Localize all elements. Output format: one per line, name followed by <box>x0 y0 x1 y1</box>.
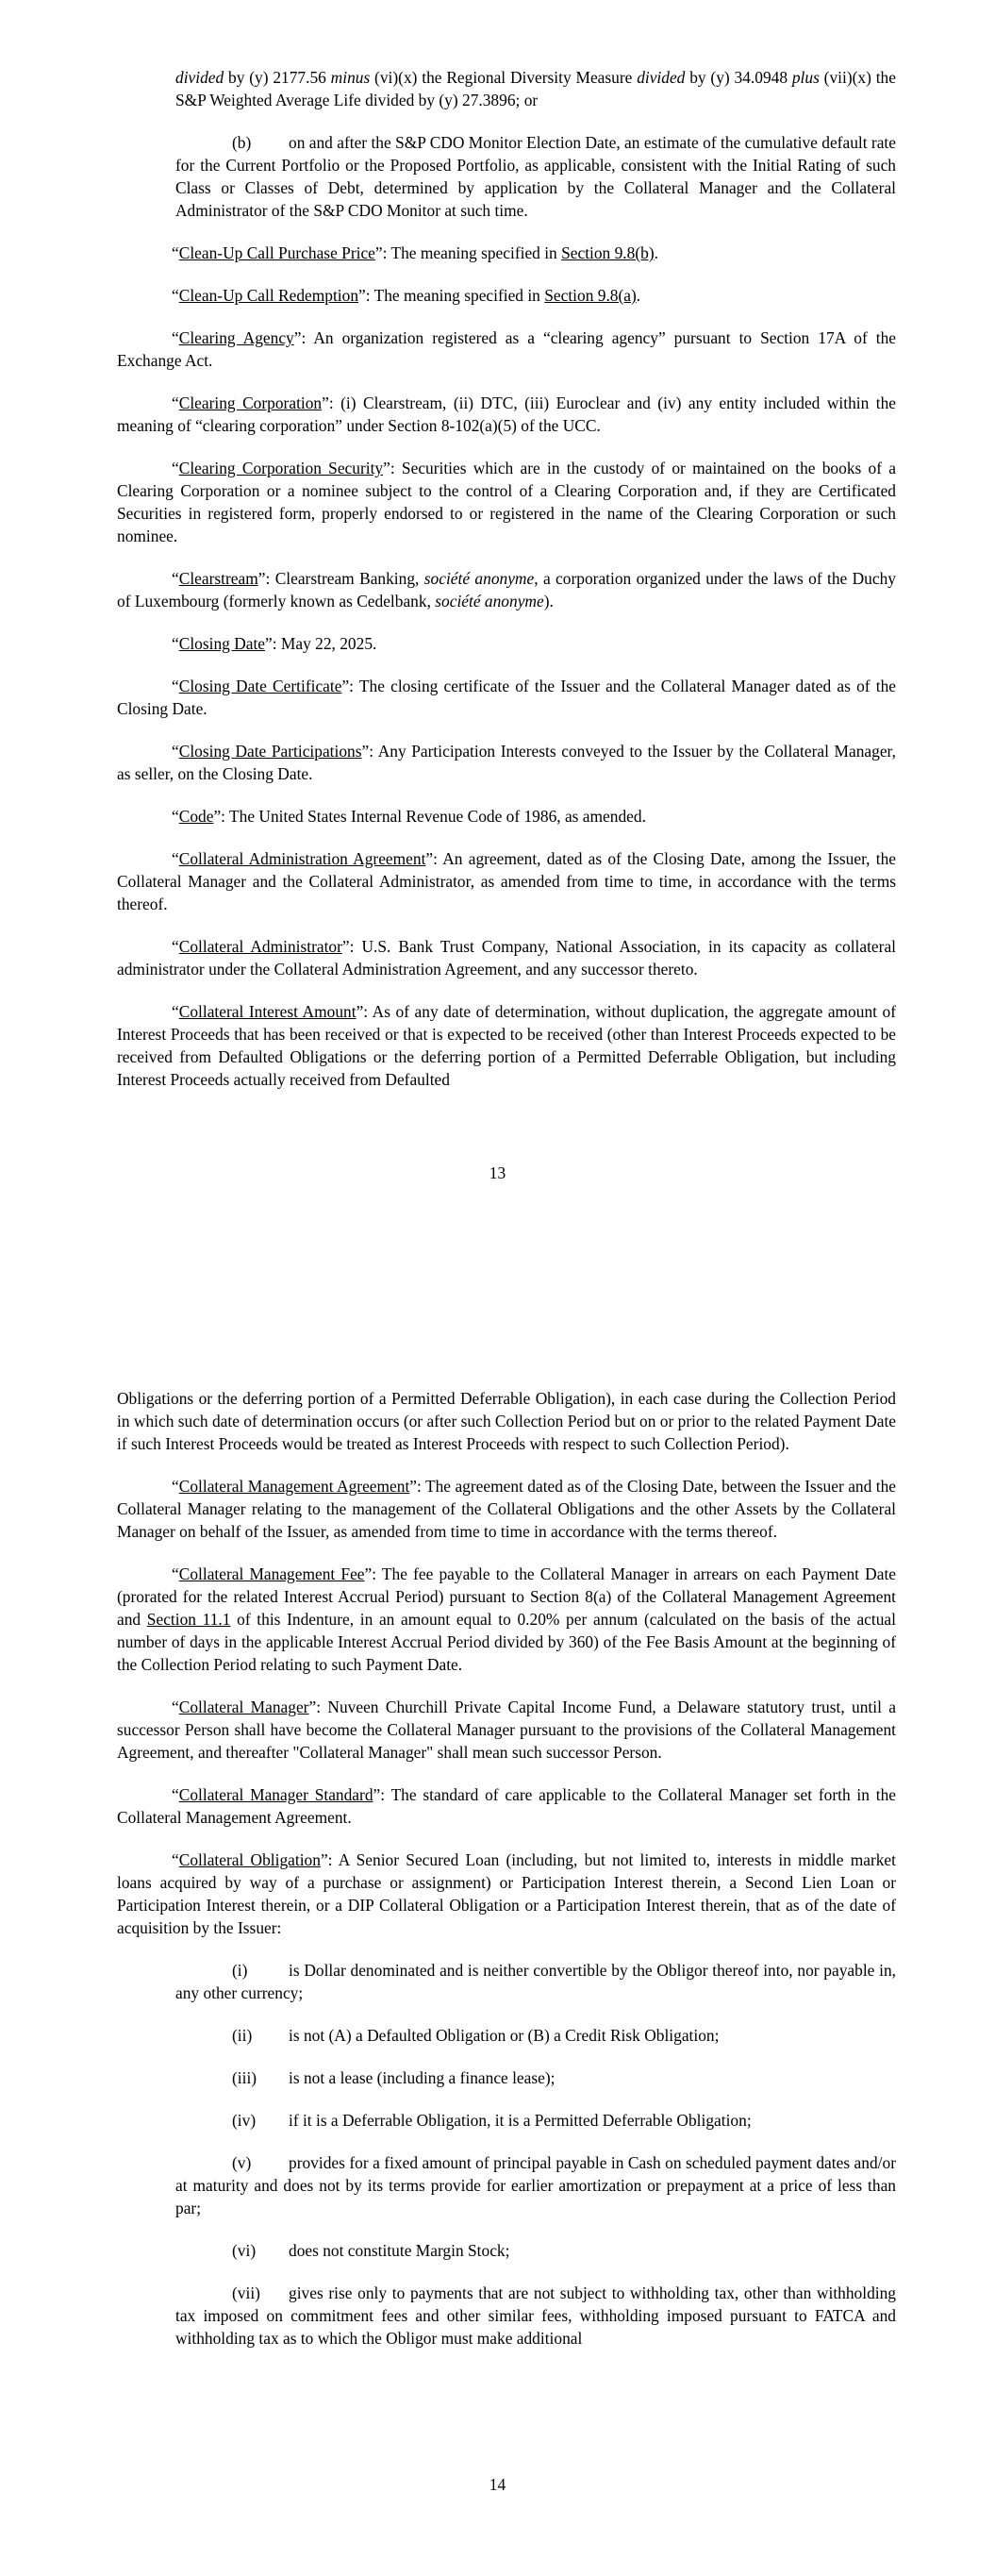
definition-collateral-administration-agreement <box>117 847 896 915</box>
subclause <box>175 2109 896 2132</box>
defined-term: Section 9.8(a) <box>544 286 637 305</box>
subclause-text: gives rise only to payments that are not subject to withholding tax, other than withholding tax imposed on commitment fees and other similar fees, withholding imposed pursuant to FATCA and withholding tax as to which the Obligor must make additional <box>175 2283 896 2348</box>
subclause-list <box>117 1959 896 2350</box>
defined-term: Collateral Administration Agreement <box>178 849 426 868</box>
top-continuation <box>175 66 896 111</box>
subclause-label: (vi) <box>232 2241 257 2260</box>
text-run: “ <box>172 459 179 477</box>
defined-term: Clean-Up Call Purchase Price <box>178 243 375 262</box>
text-run: “ <box>172 569 179 588</box>
subclause-label: (i) <box>232 1961 248 1980</box>
definition-clean-up-call-redemption <box>117 284 896 307</box>
defined-term: Collateral Manager <box>178 1698 309 1716</box>
subclause <box>175 2151 896 2219</box>
italic-text: plus <box>791 68 820 87</box>
definition-collateral-manager <box>117 1696 896 1764</box>
defined-term: Collateral Administrator <box>178 937 342 956</box>
italic-text: société anonyme <box>423 569 535 588</box>
text-run: “ <box>172 1002 179 1021</box>
defined-term: Clearing Corporation <box>178 393 323 412</box>
defined-term: Code <box>178 807 214 826</box>
text-run: “ <box>172 849 179 868</box>
subclause-text: does not constitute Margin Stock; <box>289 2241 510 2260</box>
defined-term: Collateral Management Agreement <box>178 1477 410 1496</box>
text-run: ”: The fee payable to the Collateral Manager in arrears on each Payment Date (prorated for the related Interest Accrual Period) pursuant to Section 8(a) of the Collateral Management Agreement and <box>117 1564 896 1629</box>
text-run: “ <box>172 1850 179 1869</box>
definitions-list <box>117 242 896 1091</box>
defined-term: Section 9.8(b) <box>561 243 655 262</box>
text-run: “ <box>172 742 179 761</box>
text-run: of this Indenture, in an amount equal to 0.20% per annum (calculated on the basis of the actual number of days in the applicable Interest Accrual Period divided by 360) of the Fee Basis Amount at the beginning of the Collection Period relating to such Payment Date. <box>117 1610 896 1674</box>
subclause-label: (iv) <box>232 2111 257 2130</box>
text-run: “ <box>172 1785 179 1804</box>
text-run: ”: A Senior Secured Loan (including, but not limited to, interests in middle market loans acquired by way of a purchase or assignment) or Participation Interest therein, a Second Lien Loan or Participation Interest therein, or a DIP Collateral Obligation or a Participation Interest therein, that as of the date of acquisition by the Issuer: <box>117 1850 896 1937</box>
subclause-text: provides for a fixed amount of principal payable in Cash on scheduled payment dates and/or at maturity and does not by its terms provide for earlier amortization or prepayment at a price of less than par; <box>175 2153 896 2217</box>
continuation-text <box>175 68 896 109</box>
text-run: ”: As of any date of determination, without duplication, the aggregate amount of Interest Proceeds that has been received or that is expected to be received (other than Interest Proceeds expected to be received from Defaulted Obligations or the deferring portion of a Permitted Deferrable Obligation, but including Interest Proceeds actually received from Defaulted <box>117 1002 896 1089</box>
definition-collateral-interest-amount <box>117 1000 896 1091</box>
text-run: “ <box>172 1477 179 1496</box>
page-number: 14 <box>489 2475 506 2494</box>
definition-collateral-obligation <box>117 1848 896 1939</box>
defined-term: Collateral Management Fee <box>178 1564 365 1583</box>
defined-term: Closing Date Participations <box>178 742 362 761</box>
definition-collateral-manager-standard <box>117 1783 896 1829</box>
text-run: ”: The United States Internal Revenue Code of 1986, as amended. <box>213 807 646 826</box>
subclause <box>175 2066 896 2089</box>
definition-closing-date-certificate <box>117 675 896 720</box>
text-run: , a corporation organized under the laws of the Duchy of Luxembourg (formerly known as Cedelbank, <box>117 569 896 611</box>
defined-term: Section 11.1 <box>146 1610 231 1629</box>
text-run: by (y) 2177.56 <box>224 68 331 87</box>
text-run: (vii)(x) the S&P Weighted Average Life divided by (y) 27.3896; or <box>175 68 896 109</box>
text-run: ”: The agreement dated as of the Closing Date, between the Issuer and the Collateral Manager relating to the management of the Collateral Obligations and the other Assets by the Collateral Manager on behalf of the Issuer, as amended from time to time in accordance with the terms thereof. <box>117 1477 897 1541</box>
text-run: . <box>654 243 658 262</box>
text-run: “ <box>172 243 179 262</box>
clause-b-label: (b) <box>232 133 252 152</box>
defined-term: Clearing Agency <box>178 328 294 347</box>
italic-text: minus <box>330 68 371 87</box>
subclause-label: (ii) <box>232 2026 253 2045</box>
subclause-label: (iii) <box>232 2068 257 2087</box>
text-run: ). <box>543 592 554 611</box>
defined-term: Clearing Corporation Security <box>178 459 384 477</box>
text-run: “ <box>172 1698 179 1716</box>
definition-closing-date-participations <box>117 740 896 785</box>
text-run: ”: The standard of care applicable to the Collateral Manager set forth in the Collateral Management Agreement. <box>117 1785 897 1827</box>
text-run: ”: (i) Clearstream, (ii) DTC, (iii) Euroclear and (iv) any entity included within the meaning of “clearing corporation” under Section 8-102(a)(5) of the UCC. <box>117 393 896 435</box>
definition-clearing-agency <box>117 326 896 372</box>
text-run: (vi)(x) the Regional Diversity Measure <box>370 68 638 87</box>
definition-collateral-management-fee <box>117 1563 896 1676</box>
text-run: ”: U.S. Bank Trust Company, National Association, in its capacity as collateral administrator under the Collateral Administration Agreement, and any successor thereto. <box>117 937 896 979</box>
text-run: “ <box>172 328 179 347</box>
defined-term: Collateral Interest Amount <box>178 1002 357 1021</box>
clause-b <box>175 131 896 222</box>
subclause <box>175 2024 896 2047</box>
text-run: ”: Any Participation Interests conveyed to the Issuer by the Collateral Manager, as seller, on the Closing Date. <box>117 742 896 783</box>
page-13-body <box>117 66 896 1111</box>
text-run: . <box>636 286 641 305</box>
text-run: ”: The closing certificate of the Issuer and the Collateral Manager dated as of the Closing Date. <box>117 677 896 718</box>
definition-collateral-administrator <box>117 935 896 980</box>
subclause-text: is not a lease (including a finance lease); <box>289 2068 556 2087</box>
subclause-text: is Dollar denominated and is neither convertible by the Obligor thereof into, nor payable in, any other currency; <box>175 1961 896 2002</box>
page-14-body <box>117 1387 896 2369</box>
defined-term: Collateral Manager Standard <box>178 1785 373 1804</box>
text-run: “ <box>172 677 179 695</box>
text-run: ”: Nuveen Churchill Private Capital Income Fund, a Delaware statutory trust, until a successor Person shall have become the Collateral Manager pursuant to the provisions of the Collateral Management Agreement, and thereafter "Collateral Manager" shall mean such successor Person. <box>117 1698 896 1762</box>
subclause <box>175 2282 896 2350</box>
definition-clearing-corporation <box>117 392 896 437</box>
italic-text: divided <box>175 68 224 87</box>
defined-term: Closing Date Certificate <box>178 677 342 695</box>
text-run: ”: Clearstream Banking, <box>257 569 424 588</box>
text-run: ”: An agreement, dated as of the Closing Date, among the Issuer, the Collateral Manager and the Collateral Administrator, as amended from time to time, in accordance with the terms thereof. <box>117 849 896 913</box>
definition-clean-up-call-purchase-price <box>117 242 896 264</box>
subclause <box>175 1959 896 2004</box>
text-run: “ <box>172 286 179 305</box>
text-run: “ <box>172 937 179 956</box>
subclause-label: (vii) <box>232 2283 260 2302</box>
text-run: by (y) 34.0948 <box>685 68 792 87</box>
text-run: ”: May 22, 2025. <box>265 634 377 653</box>
subclause-text: is not (A) a Defaulted Obligation or (B) a Credit Risk Obligation; <box>289 2026 720 2045</box>
text-run: ”: The meaning specified in <box>374 243 562 262</box>
subclause-text: if it is a Deferrable Obligation, it is a Permitted Deferrable Obligation; <box>289 2111 752 2130</box>
text-run: “ <box>172 1564 179 1583</box>
definitions-list <box>117 1475 896 1939</box>
page-number: 13 <box>489 1163 506 1182</box>
definition-clearstream <box>117 567 896 612</box>
definition-closing-date <box>117 632 896 655</box>
text-run: “ <box>172 393 179 412</box>
defined-term: Clearstream <box>178 569 258 588</box>
italic-text: divided <box>637 68 686 87</box>
text-run: ”: An organization registered as a “clearing agency” pursuant to Section 17A of the Exchange Act. <box>117 328 896 370</box>
definition-collateral-management-agreement <box>117 1475 896 1543</box>
defined-term: Clean-Up Call Redemption <box>178 286 359 305</box>
definition-clearing-corporation-security <box>117 457 896 547</box>
text-run: “ <box>172 807 179 826</box>
subclause <box>175 2239 896 2262</box>
definition-code <box>117 805 896 828</box>
defined-term: Closing Date <box>178 634 266 653</box>
continuation-paragraph: Obligations or the deferring portion of a Permitted Deferrable Obligation), in each case during the Collection Period in which such date of determination occurs (or after such Collection Period but on or prior to the related Payment Date if such Interest Proceeds would be treated as Interest Proceeds with respect to such Collection Period). <box>117 1389 896 1453</box>
text-run: ”: The meaning specified in <box>358 286 545 305</box>
defined-term: Collateral Obligation <box>178 1850 321 1869</box>
italic-text: société anonyme <box>435 592 544 611</box>
clause-b-text: on and after the S&P CDO Monitor Election Date, an estimate of the cumulative default rate for the Current Portfolio or the Proposed Portfolio, as applicable, consistent with the Initial Rating of such Class or Classes of Debt, determined by application by the Collateral Manager and the Collateral Administrator of the S&P CDO Monitor at such time. <box>175 133 896 220</box>
subclause-label: (v) <box>232 2153 252 2172</box>
text-run: “ <box>172 634 179 653</box>
text-run: ”: Securities which are in the custody of or maintained on the books of a Clearing Corporation or a nominee subject to the control of a Clearing Corporation and, if they are Certificated Securities in registered form, properly endorsed to or registered in the name of the Clearing Corporation or such nominee. <box>117 459 896 545</box>
